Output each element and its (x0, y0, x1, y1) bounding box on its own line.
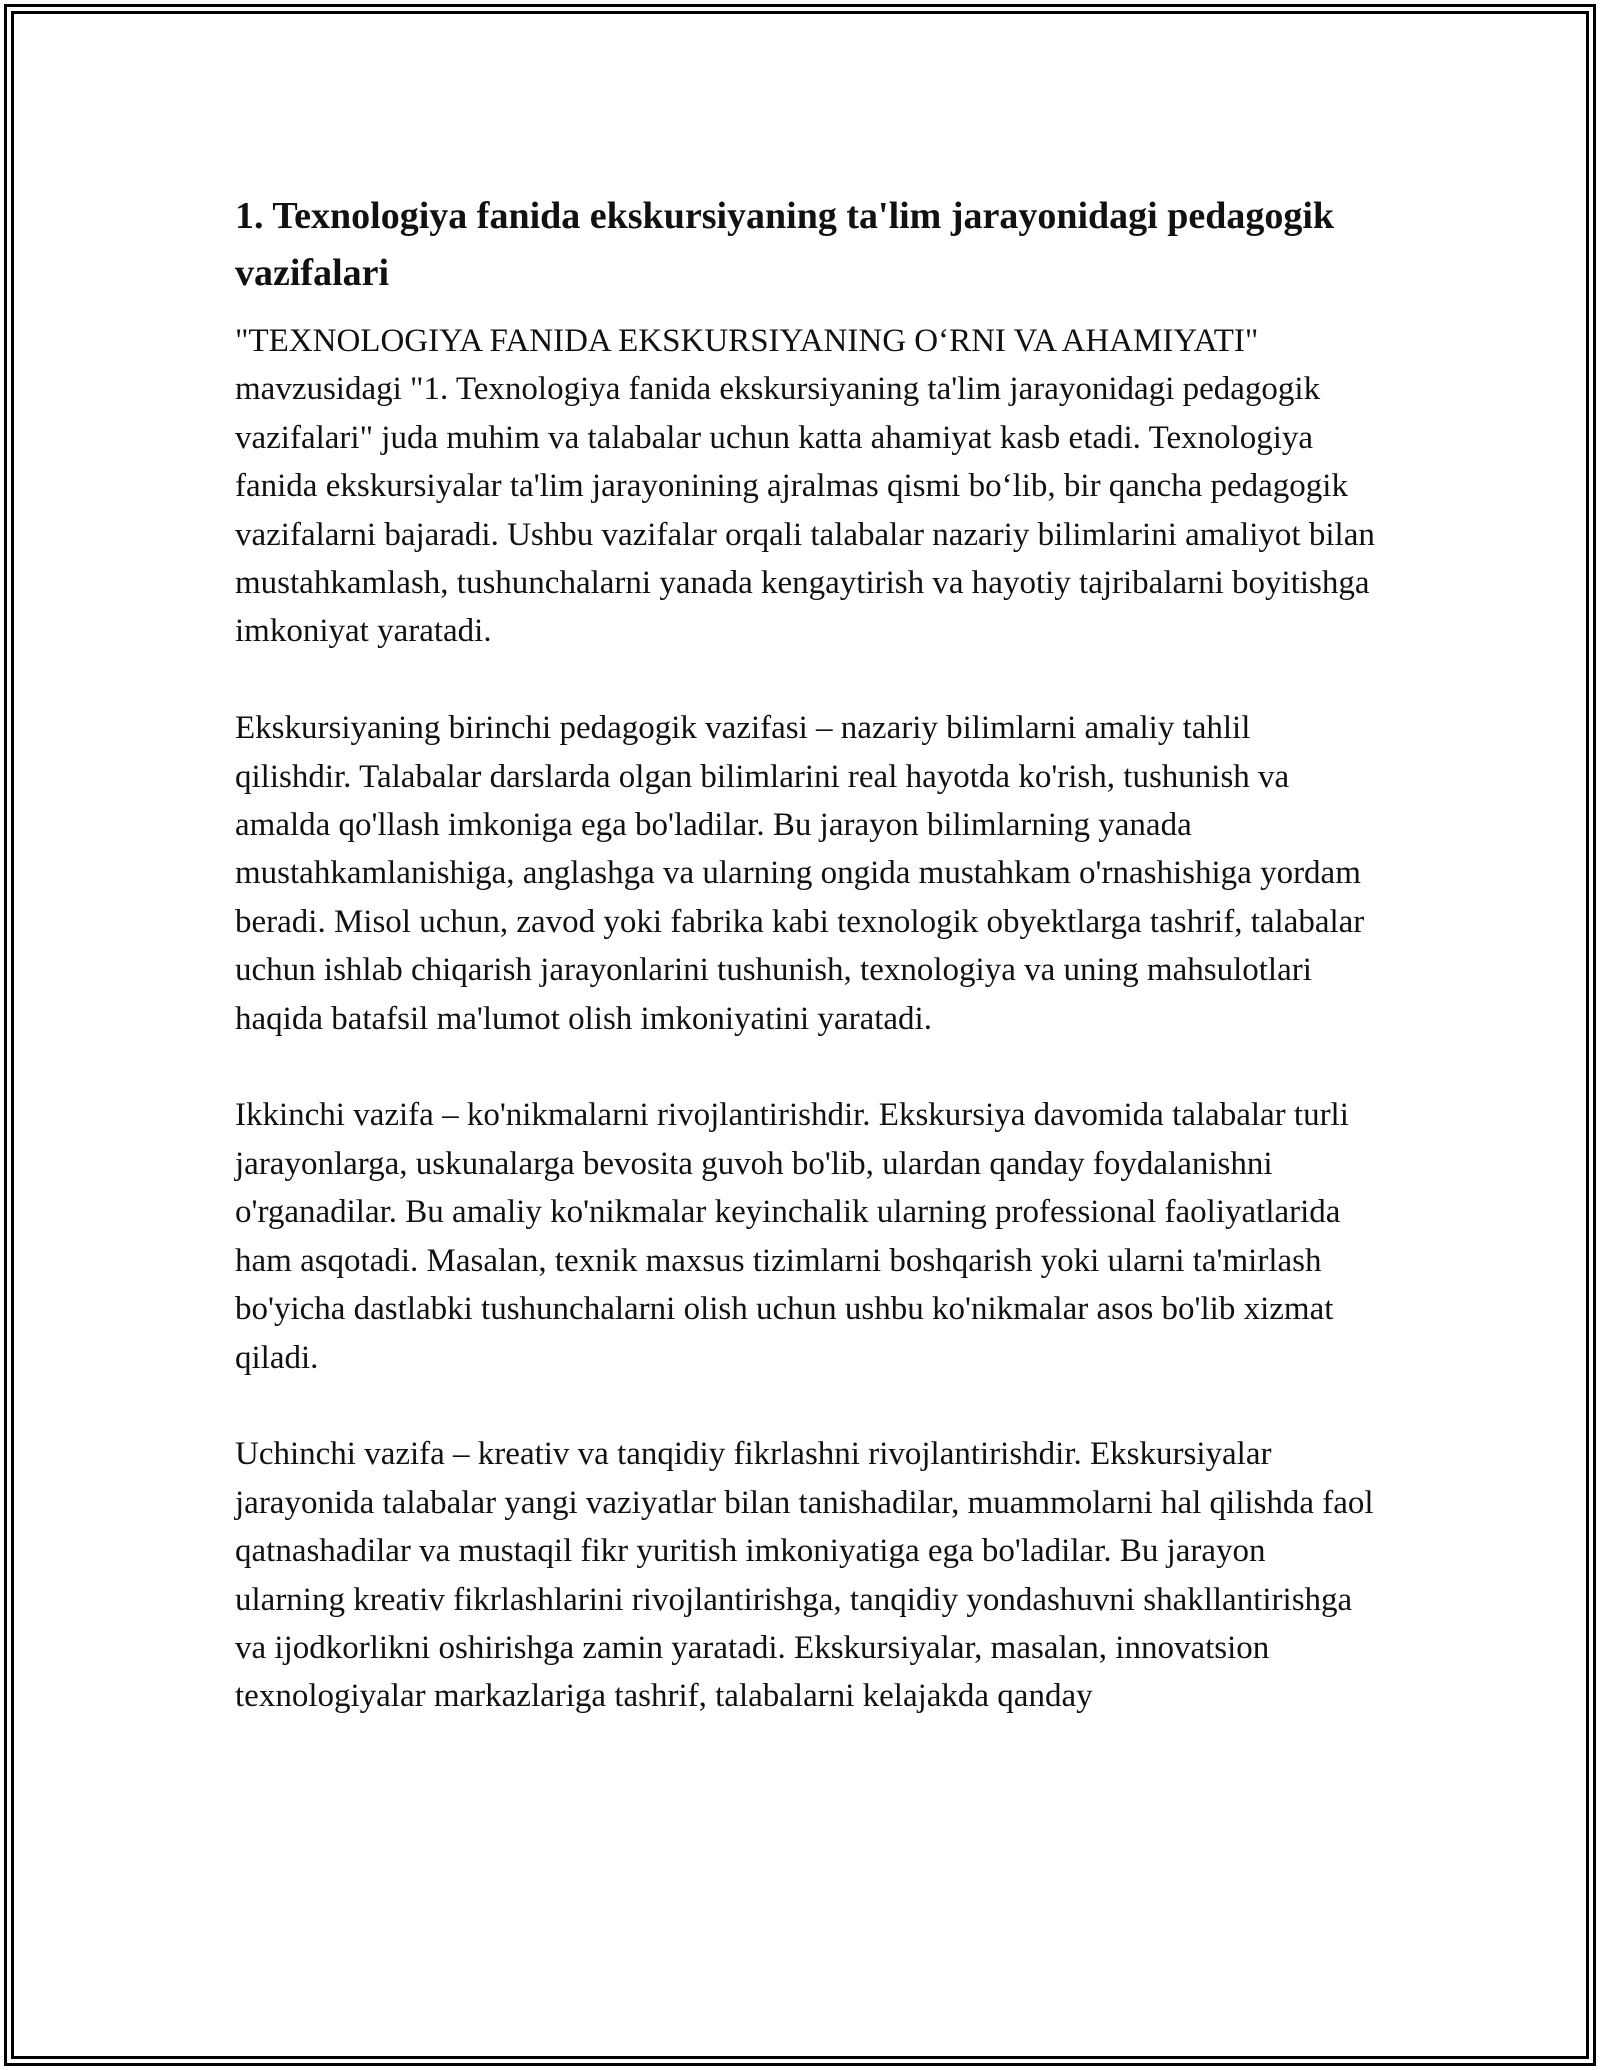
paragraph-first-task: Ekskursiyaning birinchi pedagogik vazifasi – nazariy bilimlarni amaliy tahlil qilishdir. Talabalar darslarda olgan bilimlarini real hayotda ko'rish, tushunish va amalda qo'llash imkoniga ega bo'ladilar. Bu jarayon bilimlarning yanada mustahkamlanishiga, anglashga va ularning ongida mustahkam o'rnashishiga yordam beradi. Misol uchun, zavod yoki fabrika kabi texnologik obyektlarga tashrif, talabalar uchun ishlab chiqarish jarayonlarini tushunish, texnologiya va uning mahsulotlari haqida batafsil ma'lumot olish imkoniyatini yaratadi. (235, 710, 1365, 1037)
section-heading: 1. Texnologiya fanida ekskursiyaning ta'lim jarayonidagi pedagogik vazifalari (235, 195, 1335, 294)
paragraph-second-task: Ikkinchi vazifa – ko'nikmalarni rivojlantirishdir. Ekskursiya davomida talabalar turli jarayonlarga, uskunalarga bevosita guvoh bo'lib, ulardan qanday foydalanishni o'rganadilar. Bu amaliy ko'nikmalar keyinchalik ularning professional faoliyatlarida ham asqotadi. Masalan, texnik maxsus tizimlarni boshqarish yoki ularni ta'mirlash bo'yicha dastlabki tushunchalarni olish uchun ushbu ko'nikmalar asos bo'lib xizmat qiladi. (235, 1097, 1349, 1376)
paragraph-third-task: Uchinchi vazifa – kreativ va tanqidiy fikrlashni rivojlantirishdir. Ekskursiyalar jarayonida talabalar yangi vaziyatlar bilan tanishadilar, muammolarni hal qilishda faol qatnashadilar va mustaqil fikr yuritish imkoniyatiga ega bo'ladilar. Bu jarayon ularning kreativ fikrlashlarini rivojlantirishga, tanqidiy yondashuvni shakllantirishga va ijodkorlikni oshirishga zamin yaratadi. Ekskursiyalar, masalan, innovatsion texnologiyalar markazlariga tashrif, talabalarni kelajakda qanday (235, 1436, 1374, 1715)
paragraph-intro: "TEXNOLOGIYA FANIDA EKSKURSIYANING O‘RNI VA AHAMIYATI" mavzusidagi "1. Texnologiya fanida ekskursiyaning ta'lim jarayonidagi pedagogik vazifalari" juda muhim va talabalar uchun katta ahamiyat kasb etadi. Texnologiya fanida ekskursiyalar ta'lim jarayonining ajralmas qismi bo‘lib, bir qancha pedagogik vazifalarni bajaradi. Ushbu vazifalar orqali talabalar nazariy bilimlarini amaliyot bilan mustahkamlash, tushunchalarni yanada kengaytirish va hayotiy tajribalarni boyitishga imkoniyat yaratadi. (235, 323, 1375, 650)
page-content (235, 188, 1375, 1769)
